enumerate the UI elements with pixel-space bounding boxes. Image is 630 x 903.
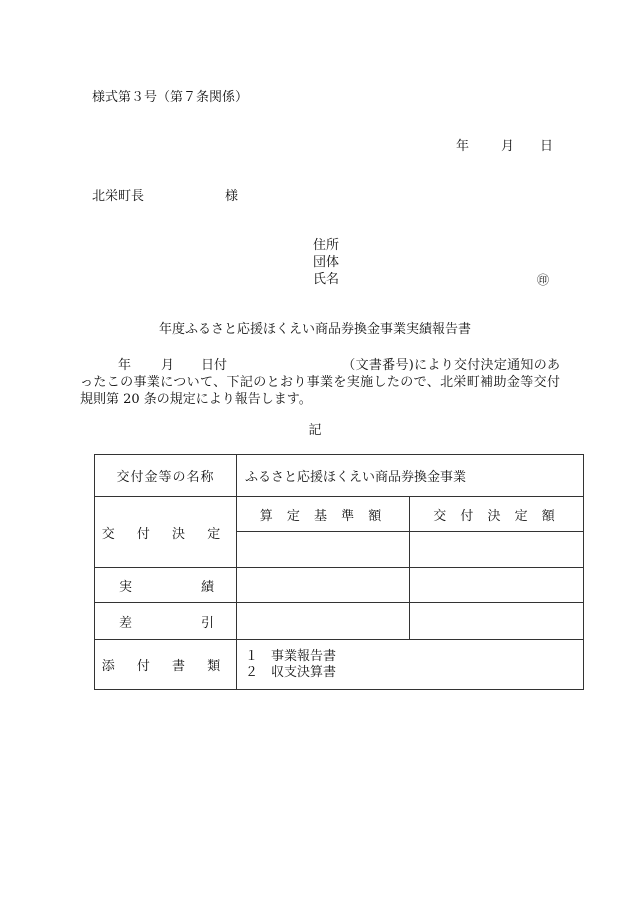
body-day-label: 日付 xyxy=(201,358,228,373)
address-label: 住所 xyxy=(313,238,340,253)
addressee-honorific: 様 xyxy=(225,189,239,204)
attachment-item: ２ 収支決算書 xyxy=(245,664,337,680)
standard-amount-value xyxy=(237,532,410,568)
body-paragraph xyxy=(80,357,560,408)
name-label-cell: 交付金等の名称 xyxy=(95,455,237,497)
difference-standard-value xyxy=(237,603,410,640)
form-number: 様式第３号（第７条関係） xyxy=(92,90,249,105)
results-standard-value xyxy=(237,568,410,603)
body-year-label: 年 xyxy=(118,358,132,373)
decision-label-cell: 交 付 決 定 xyxy=(95,497,237,568)
body-text: （文書番号)により交付決定通知のあったこの事業について、下記のとおり事業を実施したので、北栄町補助金等交付規則第 20 条の規定により報告します。 xyxy=(80,358,560,407)
body-month-label: 月 xyxy=(161,358,175,373)
attachment-item: １ 事業報告書 xyxy=(245,648,337,664)
addressee-name: 北栄町長 xyxy=(92,189,145,204)
results-label-2: 績 xyxy=(200,579,214,595)
ki-heading: 記 xyxy=(308,423,322,438)
date-year-label: 年 xyxy=(456,139,470,154)
addressee xyxy=(92,189,239,205)
table-row-decision-header xyxy=(95,497,584,532)
difference-label-1: 差 xyxy=(119,615,133,631)
table-row-name xyxy=(95,455,584,497)
attachments-list xyxy=(237,640,584,690)
results-decision-value xyxy=(410,568,584,603)
name-label: 氏名 xyxy=(313,272,340,287)
results-label-1: 実 xyxy=(119,579,133,595)
document-title: 年度ふるさと応援ほくえい商品券換金事業実績報告書 xyxy=(158,322,471,337)
seal-mark: ㊞ xyxy=(537,273,550,287)
table-row-results xyxy=(95,568,584,603)
difference-decision-value xyxy=(410,603,584,640)
body-date-blank xyxy=(80,357,342,374)
difference-label-cell xyxy=(95,603,237,640)
date-month-label: 月 xyxy=(501,139,515,154)
attachments-label-cell: 添 付 書 類 xyxy=(95,640,237,690)
results-label-cell xyxy=(95,568,237,603)
table-row-difference xyxy=(95,603,584,640)
standard-amount-header: 算 定 基 準 額 xyxy=(237,497,410,532)
decision-amount-value xyxy=(410,532,584,568)
organization-label: 団体 xyxy=(313,255,340,270)
date-day-label: 日 xyxy=(540,139,554,154)
applicant-block xyxy=(313,237,339,288)
decision-amount-header: 交 付 決 定 額 xyxy=(410,497,584,532)
table-row-attachments xyxy=(95,640,584,690)
name-value-cell: ふるさと応援ほくえい商品券換金事業 xyxy=(237,455,584,497)
report-table xyxy=(94,454,584,690)
difference-label-2: 引 xyxy=(200,615,214,631)
